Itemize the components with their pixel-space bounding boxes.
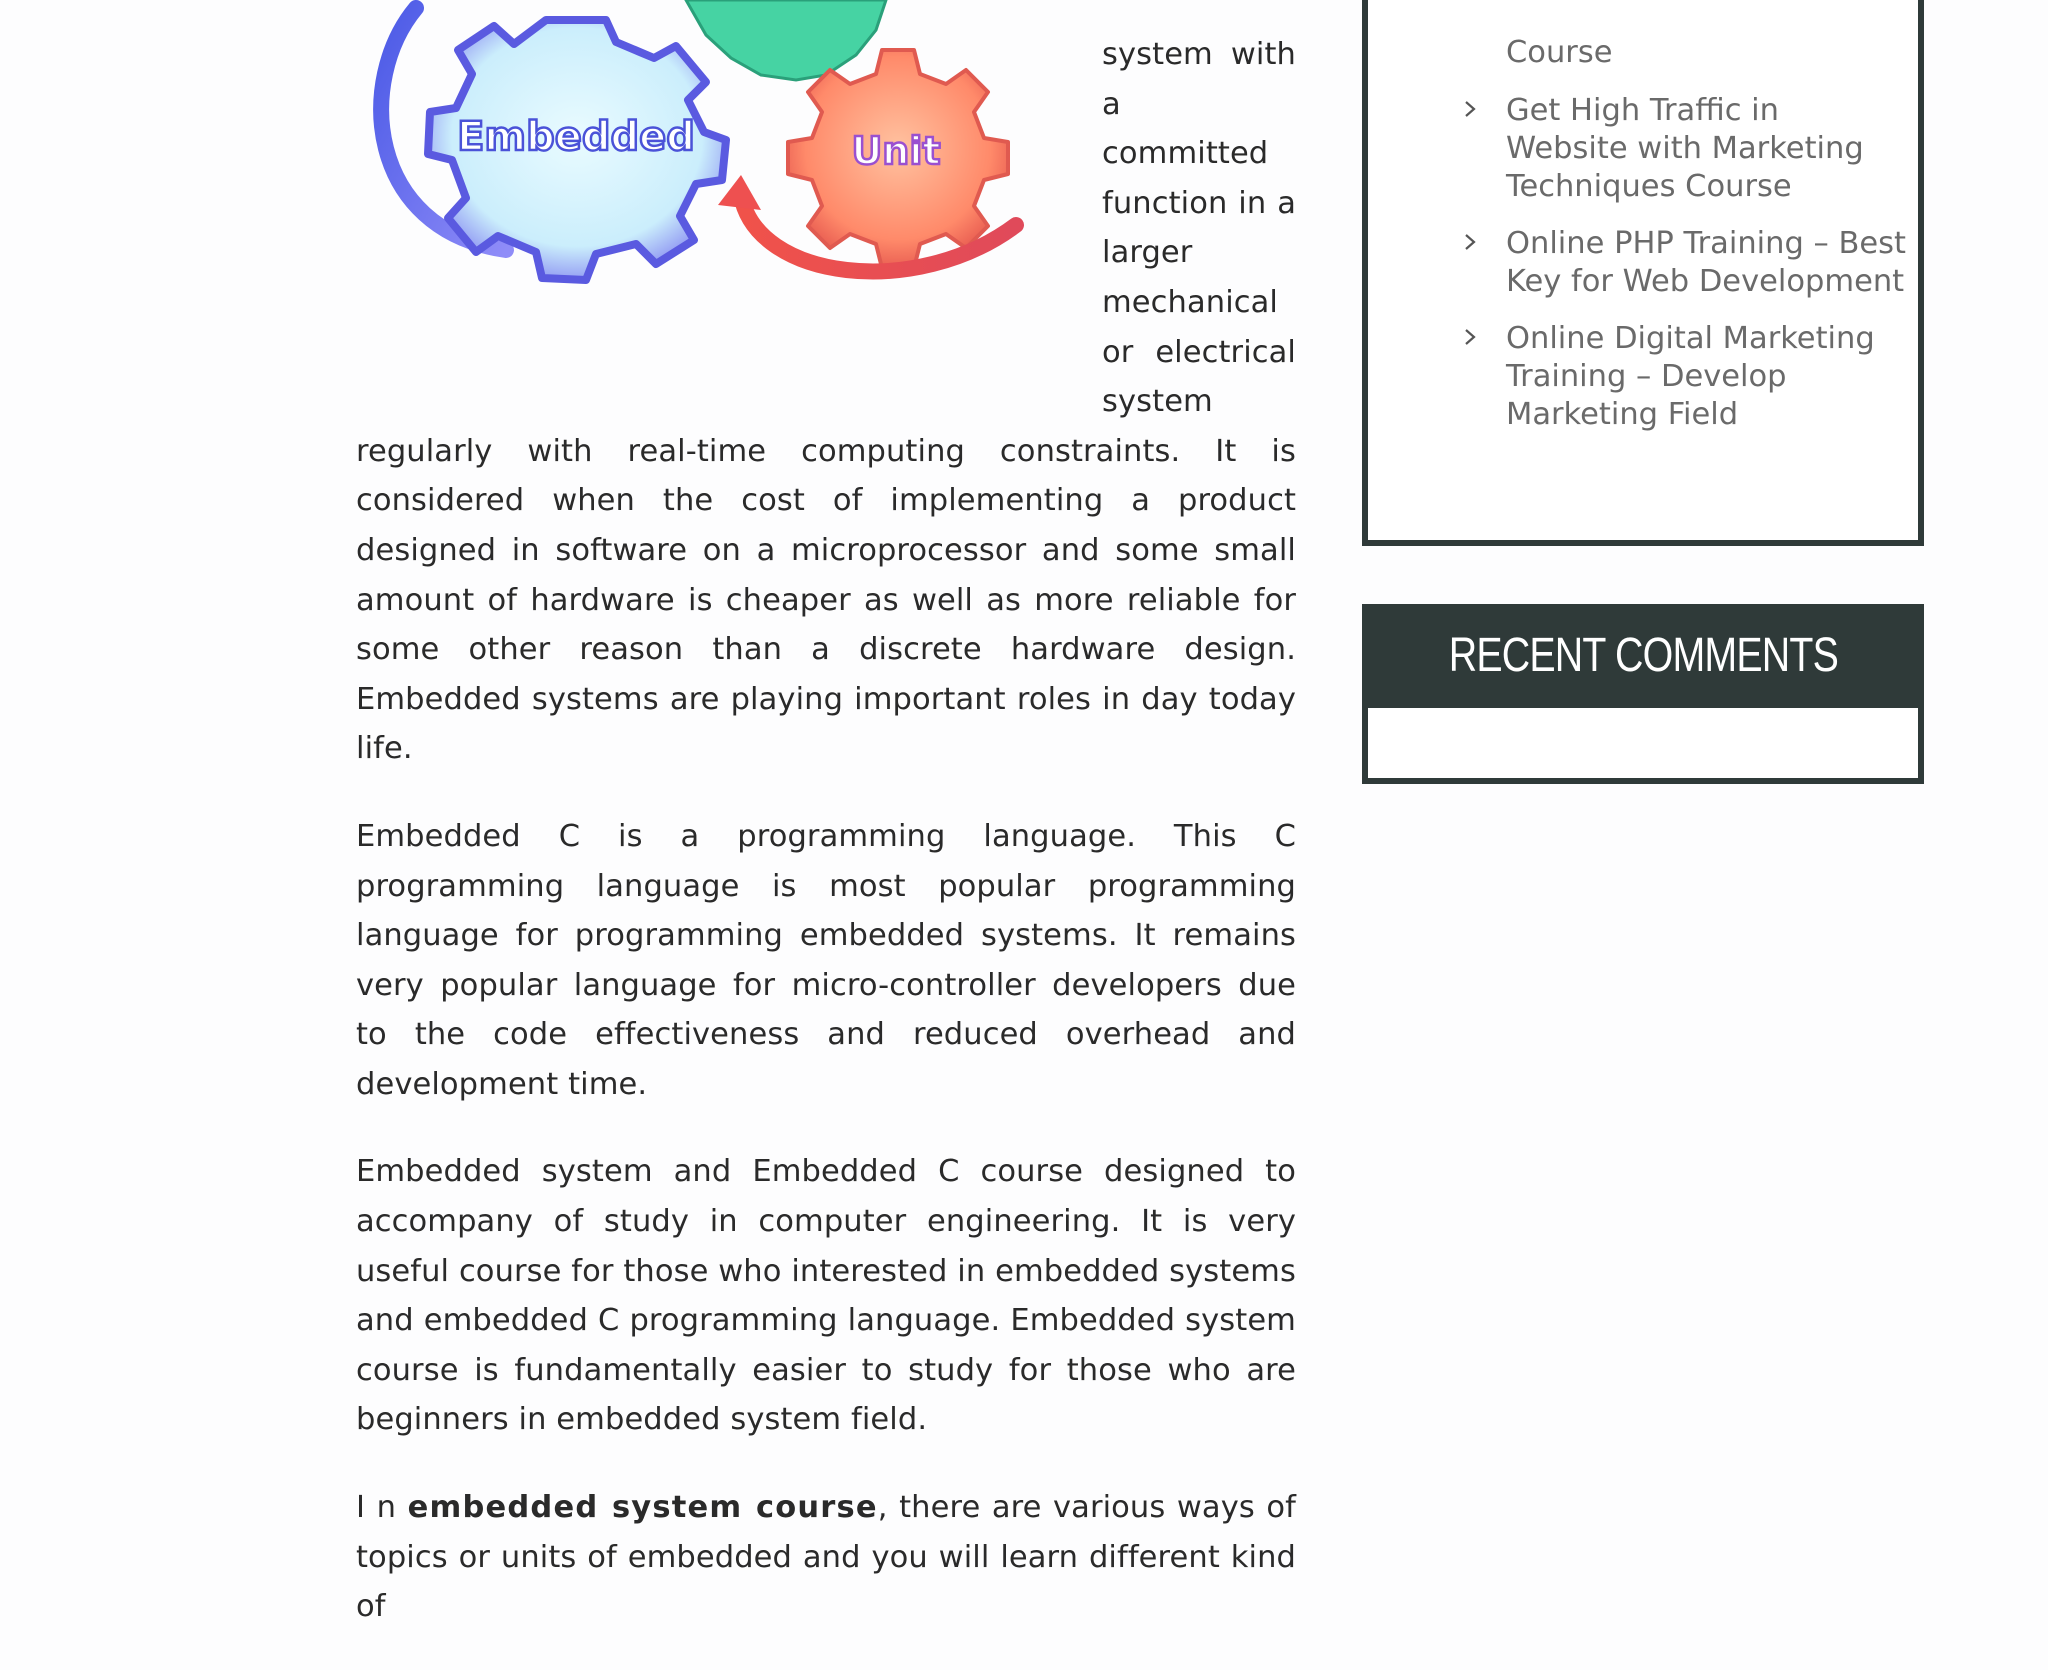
embedded-gears-image: [356, 0, 1056, 320]
recent-post-tail[interactable]: Course: [1506, 35, 1613, 70]
gear-label-unit: Unit: [851, 129, 941, 173]
list-item: [1506, 320, 1906, 434]
embedded-system-course-link[interactable]: embedded system course: [407, 1490, 878, 1526]
recent-comments-widget: [1362, 604, 1924, 784]
paragraph-intro-side: system with a committed function in a larger mechanical or electrical system: [1102, 37, 1296, 420]
paragraph-course: Embedded system and Embedded C course designed to accompany of study in computer engineering. It is very useful course for those who interested in embedded systems and embedded C programming language. Embedded system course is fundamentally easier to study for those who are beginners in embedded system field.: [356, 1154, 1296, 1438]
recent-posts-list: [1506, 92, 1906, 453]
red-gear: [788, 50, 1008, 268]
gear-label-embedded: Embedded: [457, 114, 695, 160]
paragraph-intro-rest: regularly with real-time computing constraints. It is considered when the cost of implementing a product designed in software on a microprocessor and some small amount of hardware is cheaper as well as more reliable for some other reason than a discrete hardware design. Embedded systems are playing important roles in day today life.: [356, 433, 1296, 767]
chevron-right-icon: [1460, 94, 1480, 124]
list-item: [1506, 225, 1906, 301]
list-item: [1506, 92, 1906, 206]
chevron-right-icon: [1460, 322, 1480, 352]
paragraph-units: I n embedded system course, there are various ways of topics or units of embedded and you will learn different kind of: [356, 1490, 1296, 1625]
recent-post-link[interactable]: Online Digital Marketing Training – Develop Marketing Field: [1506, 321, 1875, 432]
blue-gear: [428, 20, 726, 280]
recent-post-link[interactable]: Online PHP Training – Best Key for Web Development: [1506, 226, 1907, 299]
paragraph-embedded-c: Embedded C is a programming language. This C programming language is most popular programming language for programming embedded systems. It remains very popular language for micro-controller developers due to the code effectiveness and reduced overhead and development time.: [356, 818, 1296, 1102]
recent-posts-widget: [1362, 0, 1924, 546]
recent-post-link[interactable]: Get High Traffic in Website with Marketing Techniques Course: [1506, 93, 1864, 204]
chevron-right-icon: [1460, 227, 1480, 257]
article-content: [356, 30, 1296, 1670]
recent-comments-title: RECENT COMMENTS: [1362, 604, 1924, 708]
